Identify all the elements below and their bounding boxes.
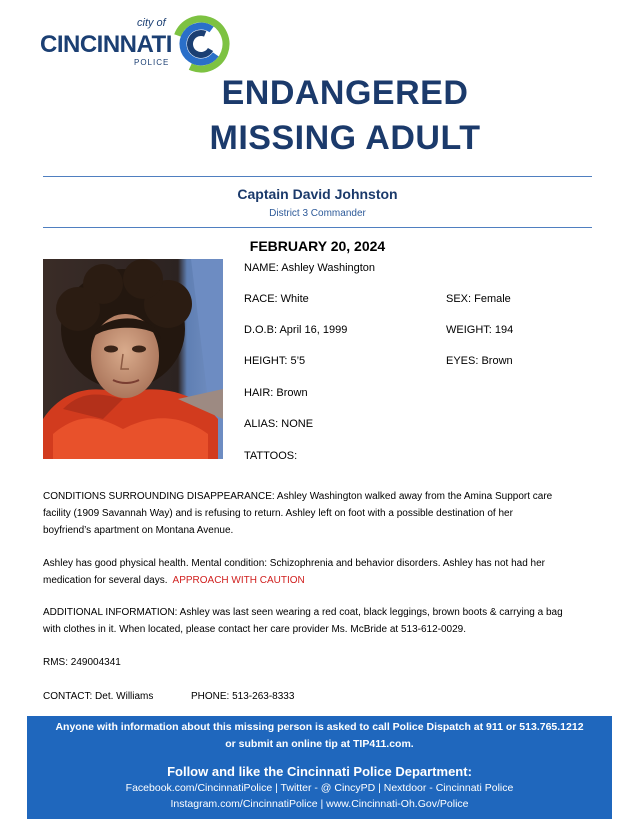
footer-tip-text: or submit an online tip at TIP411.com. — [225, 738, 414, 750]
health-paragraph — [43, 555, 603, 589]
divider-top — [43, 176, 592, 177]
footer-banner — [27, 716, 612, 819]
health-line: Ashley has good physical health. Mental condition: Schizophrenia and behavior disorders. Ashley has not had her — [43, 558, 545, 569]
contact-name: CONTACT: Det. Williams — [43, 691, 154, 702]
field-alias: ALIAS: NONE — [244, 418, 314, 430]
missing-person-photo — [43, 259, 223, 459]
page-title-line2: MISSING ADULT — [209, 119, 481, 157]
additional-line: with clothes in it. When located, please contact her care provider Ms. McBride at 513-612-0029. — [43, 624, 466, 635]
logo-city-of: city of — [137, 17, 166, 29]
conditions-line: CONDITIONS SURROUNDING DISAPPEARANCE: Ashley Washington walked away from the Amina Support care — [43, 491, 553, 502]
health-line — [43, 572, 603, 589]
field-tattoos: TATTOOS: — [244, 450, 298, 462]
field-race: RACE: White — [244, 293, 309, 305]
field-eyes: EYES: Brown — [446, 355, 513, 367]
logo-department: POLICE — [134, 58, 170, 67]
logo-city-name: CINCINNATI — [40, 31, 172, 58]
additional-line: ADDITIONAL INFORMATION: Ashley was last seen wearing a red coat, black leggings, brown boots & carrying a bag — [43, 607, 563, 618]
footer-social-links: Facebook.com/CincinnatiPolice | Twitter - @ CincyPD | Nextdoor - Cincinnati Police — [125, 782, 514, 794]
footer-dispatch-text: Anyone with information about this missing person is asked to call Police Dispatch at 911 or 513.765.1212 — [55, 721, 584, 733]
field-weight: WEIGHT: 194 — [446, 324, 514, 336]
bulletin-date: FEBRUARY 20, 2024 — [249, 238, 386, 254]
field-height: HEIGHT: 5’5 — [244, 355, 306, 367]
additional-info-paragraph — [43, 604, 603, 638]
contact-phone: PHONE: 513-263-8333 — [191, 691, 295, 702]
footer-web-links: Instagram.com/CincinnatiPolice | www.Cincinnati-Oh.Gov/Police — [170, 798, 469, 810]
page-title-line1: ENDANGERED — [221, 74, 469, 112]
field-sex: SEX: Female — [446, 293, 511, 305]
cincinnati-police-logo — [40, 15, 230, 73]
caution-warning: APPROACH WITH CAUTION — [172, 575, 305, 586]
field-name: NAME: Ashley Washington — [244, 262, 376, 274]
rms-number: RMS: 249004341 — [43, 657, 121, 668]
conditions-line: facility (1909 Savannah Way) and is refusing to return. Ashley left on foot with a possible destination of her — [43, 508, 513, 519]
field-dob: D.O.B: April 16, 1999 — [244, 324, 348, 336]
contact-line — [43, 688, 603, 705]
health-line-text: medication for several days. — [43, 575, 168, 586]
field-hair: HAIR: Brown — [244, 387, 308, 399]
commander-title: District 3 Commander — [269, 208, 366, 219]
conditions-line: boyfriend’s apartment on Montana Avenue. — [43, 525, 234, 536]
divider-bottom — [43, 227, 592, 228]
footer-follow-heading: Follow and like the Cincinnati Police Department: — [167, 764, 472, 779]
captain-name: Captain David Johnston — [237, 186, 398, 202]
conditions-paragraph — [43, 488, 603, 539]
logo-c-mark-icon — [172, 15, 230, 73]
